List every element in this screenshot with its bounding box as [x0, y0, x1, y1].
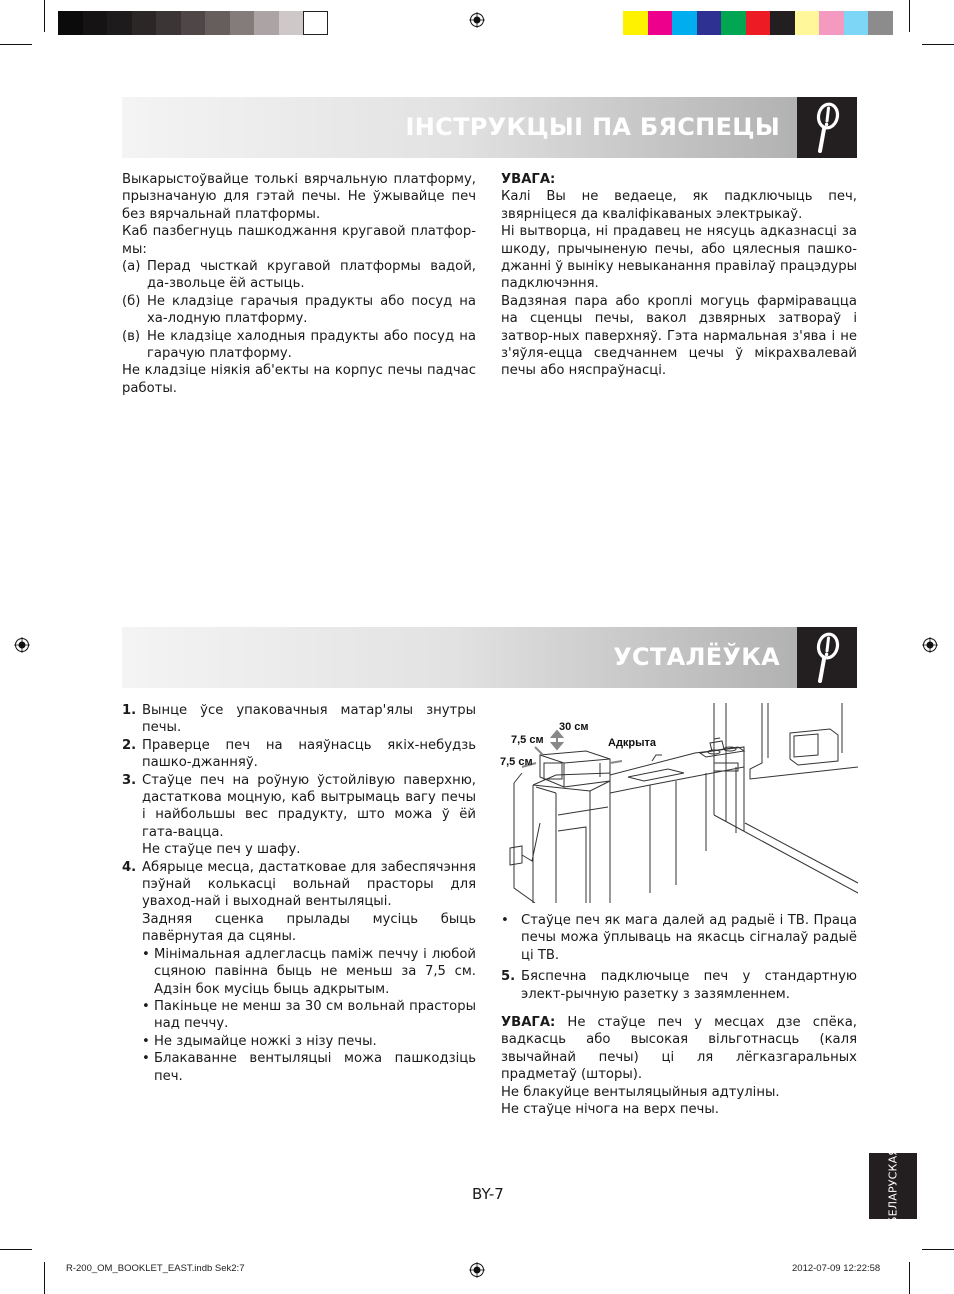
grayscale-color-bar	[58, 11, 328, 35]
bullet-text: Пакіньце не менш за 30 см вольнай прасторы над печчу.	[154, 998, 476, 1032]
color-swatch	[58, 11, 83, 35]
step-text: Абярыце месца, дастатковае для забеспячэння пэўнай колькасці вольнай прасторы для уваход-най і выходнай вентыляцыі.	[142, 859, 476, 910]
warning-paragraph	[501, 1014, 857, 1084]
exclamation-magnifier-icon	[797, 97, 857, 158]
step-number: 2.	[122, 737, 137, 753]
section-header-band	[122, 627, 857, 688]
color-swatch	[648, 11, 673, 35]
step-number: 3.	[122, 772, 137, 788]
warning-text: Не стаўце печ у месцах дзе спёка, вадкасць або высокая вільготнасць (каля звычайнай печы) ці ля лёгказгаральных прадметаў (шторы).	[501, 1015, 857, 1083]
paragraph: Каб пазбегнуць пашкоджання кругавой платфор-мы:	[122, 224, 476, 257]
open-side-label: Адкрыта	[608, 737, 657, 749]
list-text: Не кладзіце гарачыя прадукты або посуд на ха-лодную платформу.	[147, 293, 476, 327]
list-label: (в)	[122, 328, 141, 344]
step-item	[122, 859, 476, 911]
step-note: Задняя сценка прылады мусіць быць павёрнутая да сцяны.	[142, 911, 476, 945]
color-swatch	[279, 11, 304, 35]
step-item	[122, 702, 476, 737]
color-swatch	[254, 11, 279, 35]
bullet-item: • Стаўце печ як мага далей ад радыё і ТВ. Праца печы можа ўплываць на якасць сігналаў радыё ці ТВ.	[501, 913, 857, 963]
warning-label: УВАГА:	[501, 172, 556, 187]
color-swatch	[303, 11, 328, 35]
crop-mark	[44, 0, 45, 32]
language-label: БЕЛАРУСКАЯ	[886, 1147, 900, 1225]
crop-mark	[0, 1249, 32, 1250]
clearance-side-label: 7,5 см	[500, 756, 533, 768]
color-swatch	[205, 11, 230, 35]
color-swatch	[623, 11, 648, 35]
step-number: 4.	[122, 859, 137, 875]
list-text: Не кладзіце халодныя прадукты або посуд на гарачую платформу.	[147, 328, 476, 362]
registration-mark-icon	[469, 12, 485, 28]
color-swatch	[181, 11, 206, 35]
color-swatch	[844, 11, 869, 35]
paragraph: Не стаўце нічога на верх печы.	[501, 1102, 719, 1118]
language-side-tab	[869, 1147, 917, 1225]
paragraph: Не блакуйце вентыляцыйныя адтуліны.	[501, 1084, 780, 1100]
step-number: 5.	[501, 969, 516, 985]
section-header-band	[122, 97, 857, 158]
color-swatch	[746, 11, 771, 35]
bullet-text: Не здымайце ножкі з нізу печы.	[154, 1033, 377, 1049]
crop-mark	[922, 1249, 954, 1250]
section-title: УСТАЛЁЎКА	[613, 643, 780, 671]
bullet-item: • Блакаванне вентыляцыі можа пашкодзіць печ.	[142, 1051, 476, 1084]
color-swatch	[770, 11, 795, 35]
list-item	[122, 258, 476, 293]
step-text: Стаўце печ на роўную ўстойлівую паверхню, дастаткова моцную, каб вытрымаць вагу печы і найбольшы вес прадукту, што можа ў ёй гата-вацца.	[142, 772, 476, 840]
kitchen-installation-illustration	[500, 703, 858, 903]
bullet-text: Стаўце печ як мага далей ад радыё і ТВ. Праца печы можа ўплываць на якасць сігналаў радыё ці ТВ.	[521, 913, 857, 963]
list-text: Перад чысткай кругавой платформы вадой, да-звольце ёй астыць.	[147, 259, 476, 292]
list-item	[122, 293, 476, 328]
paragraph: Ні вытворца, ні прадавец не нясуць адказнасці за шкоду, прычыненую печы, або цялесныя пашко-джанні ў выніку невыканання правілаў працэдуры падключэння.	[501, 224, 857, 292]
bullet-text: Мінімальная адлегласць паміж печчу і любой сцяною павінна быць не меньш за 7,5 см. Адзін бок мусіць быць адкрытым.	[154, 946, 476, 997]
color-swatch	[697, 11, 722, 35]
process-color-bar	[623, 11, 893, 35]
color-swatch	[132, 11, 157, 35]
crop-mark	[0, 44, 32, 45]
bullet-item: • Пакіньце не менш за 30 см вольнай прасторы над печчу.	[142, 998, 476, 1032]
registration-mark-icon	[469, 1262, 485, 1278]
list-item	[122, 328, 476, 363]
bullet-item: • Не здымайце ножкі з нізу печы.	[122, 1033, 476, 1050]
color-swatch	[721, 11, 746, 35]
color-swatch	[230, 11, 255, 35]
step-text: Вынце ўсе упаковачныя матар'ялы знутры печы.	[142, 703, 476, 736]
list-label: (а)	[122, 259, 141, 275]
installation-right-column	[501, 912, 857, 1118]
step-note: Не стаўце печ у шафу.	[142, 842, 301, 858]
safety-left-column	[122, 171, 476, 397]
color-swatch	[868, 11, 893, 35]
step-number: 1.	[122, 703, 137, 718]
clearance-top-label: 30 см	[559, 721, 589, 733]
crop-mark	[909, 1262, 910, 1294]
color-swatch	[83, 11, 108, 35]
crop-mark	[922, 44, 954, 45]
color-swatch	[819, 11, 844, 35]
color-swatch	[156, 11, 181, 35]
step-text: Праверце печ на наяўнасць якіх-небудзь пашко-джанняў.	[142, 737, 476, 771]
safety-right-column	[501, 171, 857, 380]
color-swatch	[795, 11, 820, 35]
color-swatch	[672, 11, 697, 35]
clearance-side-label: 7,5 см	[511, 734, 544, 746]
color-swatch	[107, 11, 132, 35]
page-number: BY-7	[472, 1185, 504, 1203]
footer-timestamp: 2012-07-09 12:22:58	[792, 1263, 881, 1274]
bullet-item: • Мінімальная адлегласць паміж печчу і любой сцяною павінна быць не меньш за 7,5 см. Адзін бок мусіць быць адкрытым.	[142, 946, 476, 997]
footer-file-info: R-200_OM_BOOKLET_EAST.indb Sek2:7	[66, 1263, 245, 1274]
paragraph: Вадзяная пара або кроплі могуць фарміравацца на сценцы печы, вакол дзвярных затвораў і затвор-ных паверхняў. Гэта нармальная з'ява і не з'яўля-ецца сведчаннем цечы ў мікрахвалевай печы або няспраўнасці.	[501, 293, 857, 379]
crop-mark	[44, 1262, 45, 1294]
list-label: (б)	[122, 293, 141, 309]
registration-mark-icon	[14, 637, 30, 653]
paragraph: Выкарыстоўвайце толькі вярчальную платформу, прызначаную для гэтай печы. Не ўжывайце печ без вярчальнай платформы.	[122, 172, 476, 222]
warning-label: УВАГА:	[501, 1015, 556, 1031]
section-title: ІНСТРУКЦЫІ ПА БЯСПЕЦЫ	[405, 113, 780, 141]
exclamation-magnifier-icon	[797, 627, 857, 688]
installation-left-column	[122, 702, 476, 1085]
registration-mark-icon	[922, 637, 938, 653]
step-item	[122, 772, 476, 842]
step-text: Бяспечна падключыце печ у стандартную элект-рычную разетку з зазямленнем.	[521, 969, 857, 1002]
bullet-text: Блакаванне вентыляцыі можа пашкодзіць печ.	[154, 1051, 476, 1084]
step-item	[122, 737, 476, 772]
paragraph: Калі Вы не ведаеце, як падключыць печ, звярніцеся да кваліфікаваных электрыкаў.	[501, 189, 857, 222]
crop-mark	[909, 0, 910, 32]
paragraph: Не кладзіце ніякія аб'екты на корпус печы падчас работы.	[122, 363, 476, 396]
step-item	[501, 968, 857, 1003]
